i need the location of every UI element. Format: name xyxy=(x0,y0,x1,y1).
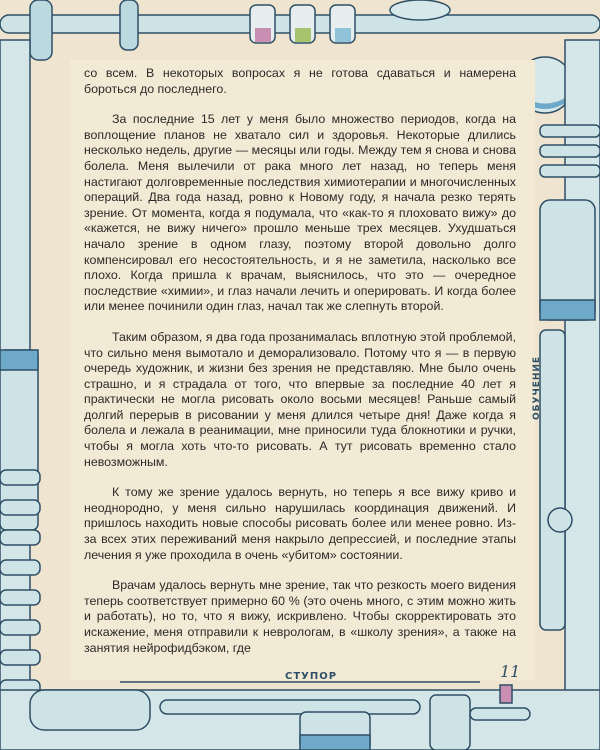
tube-label-stupor: СТУПОР xyxy=(285,671,338,682)
paragraph: К тому же зрение удалось вернуть, но теперь я все вижу криво и неоднородно, у меня сильно нарушилась координация движений. И пришлось находить новые способы рисовать более или менее ровно. Из-за всех этих переживаний меня накрыло депрессией, и последние этапы лечения я уже проходила в очень «убитом» состоянии. xyxy=(84,485,516,562)
paragraph: Таким образом, я два года прозанималась вплотную этой проблемой, что сильно меня вымотало и деморализовало. Потому что я — в первую очередь художник, и жизни без зрения не представляю. Мне было очень страшно, и я страдала от того, что впервые за последние 40 лет я практически не могла рисовать около восьми месяцев! Раньше самый долгий перерыв в рисовании у меня длился четыре дня! Даже когда я болела и лежала в реанимации, мне приносили туда блокнотики и ручки, чтобы я могла хоть что-то рисовать. А тут рисовать временно стало невозможным. xyxy=(84,329,516,469)
article-text xyxy=(84,66,516,671)
paragraph: со всем. В некоторых вопросах я не готова сдаваться и намерена бороться до последнего. xyxy=(84,66,516,96)
tube-label-obuchenie: ОБУЧЕНИЕ xyxy=(532,355,542,420)
paragraph: За последние 15 лет у меня было множество периодов, когда на воплощение планов не хватало сил и здоровья. Некоторые длились несколько недель, другие — месяцы или годы. Между тем я снова и снова болела. Меня вылечили от рака много лет назад, но теперь меня настигают долговременные последствия химиотерапии и многочисленных операций. Два года назад, ровно к Новому году, я начала резко терять зрение. От момента, когда я подумала, что «как-то я плоховато вижу» до «кажется, не вижу ничего» прошло меньше трех месяцев. Ухудшаться начало зрение в одном глазу, поэтому второй довольно долго компенсировал его несостоятельность, и я не заметила, насколько все плохо. Когда пришла к врачам, выяснилось, что это — очередное последствие «химии», и глаз начали лечить и оперировать. И когда более или менее починили один глаз, начал так же слепнуть второй. xyxy=(84,112,516,314)
paragraph: Врачам удалось вернуть мне зрение, так что резкость моего видения теперь соответствует примерно 60 % (это очень много, с этим можно жить и работать), но то, что я вижу, искривлено. Чтобы скорректировать это искажение, меня отправили к неврологам, в «школу зрения», а также на занятия нейрофидбэком, где xyxy=(84,578,516,655)
page-number: 11 xyxy=(500,662,521,681)
